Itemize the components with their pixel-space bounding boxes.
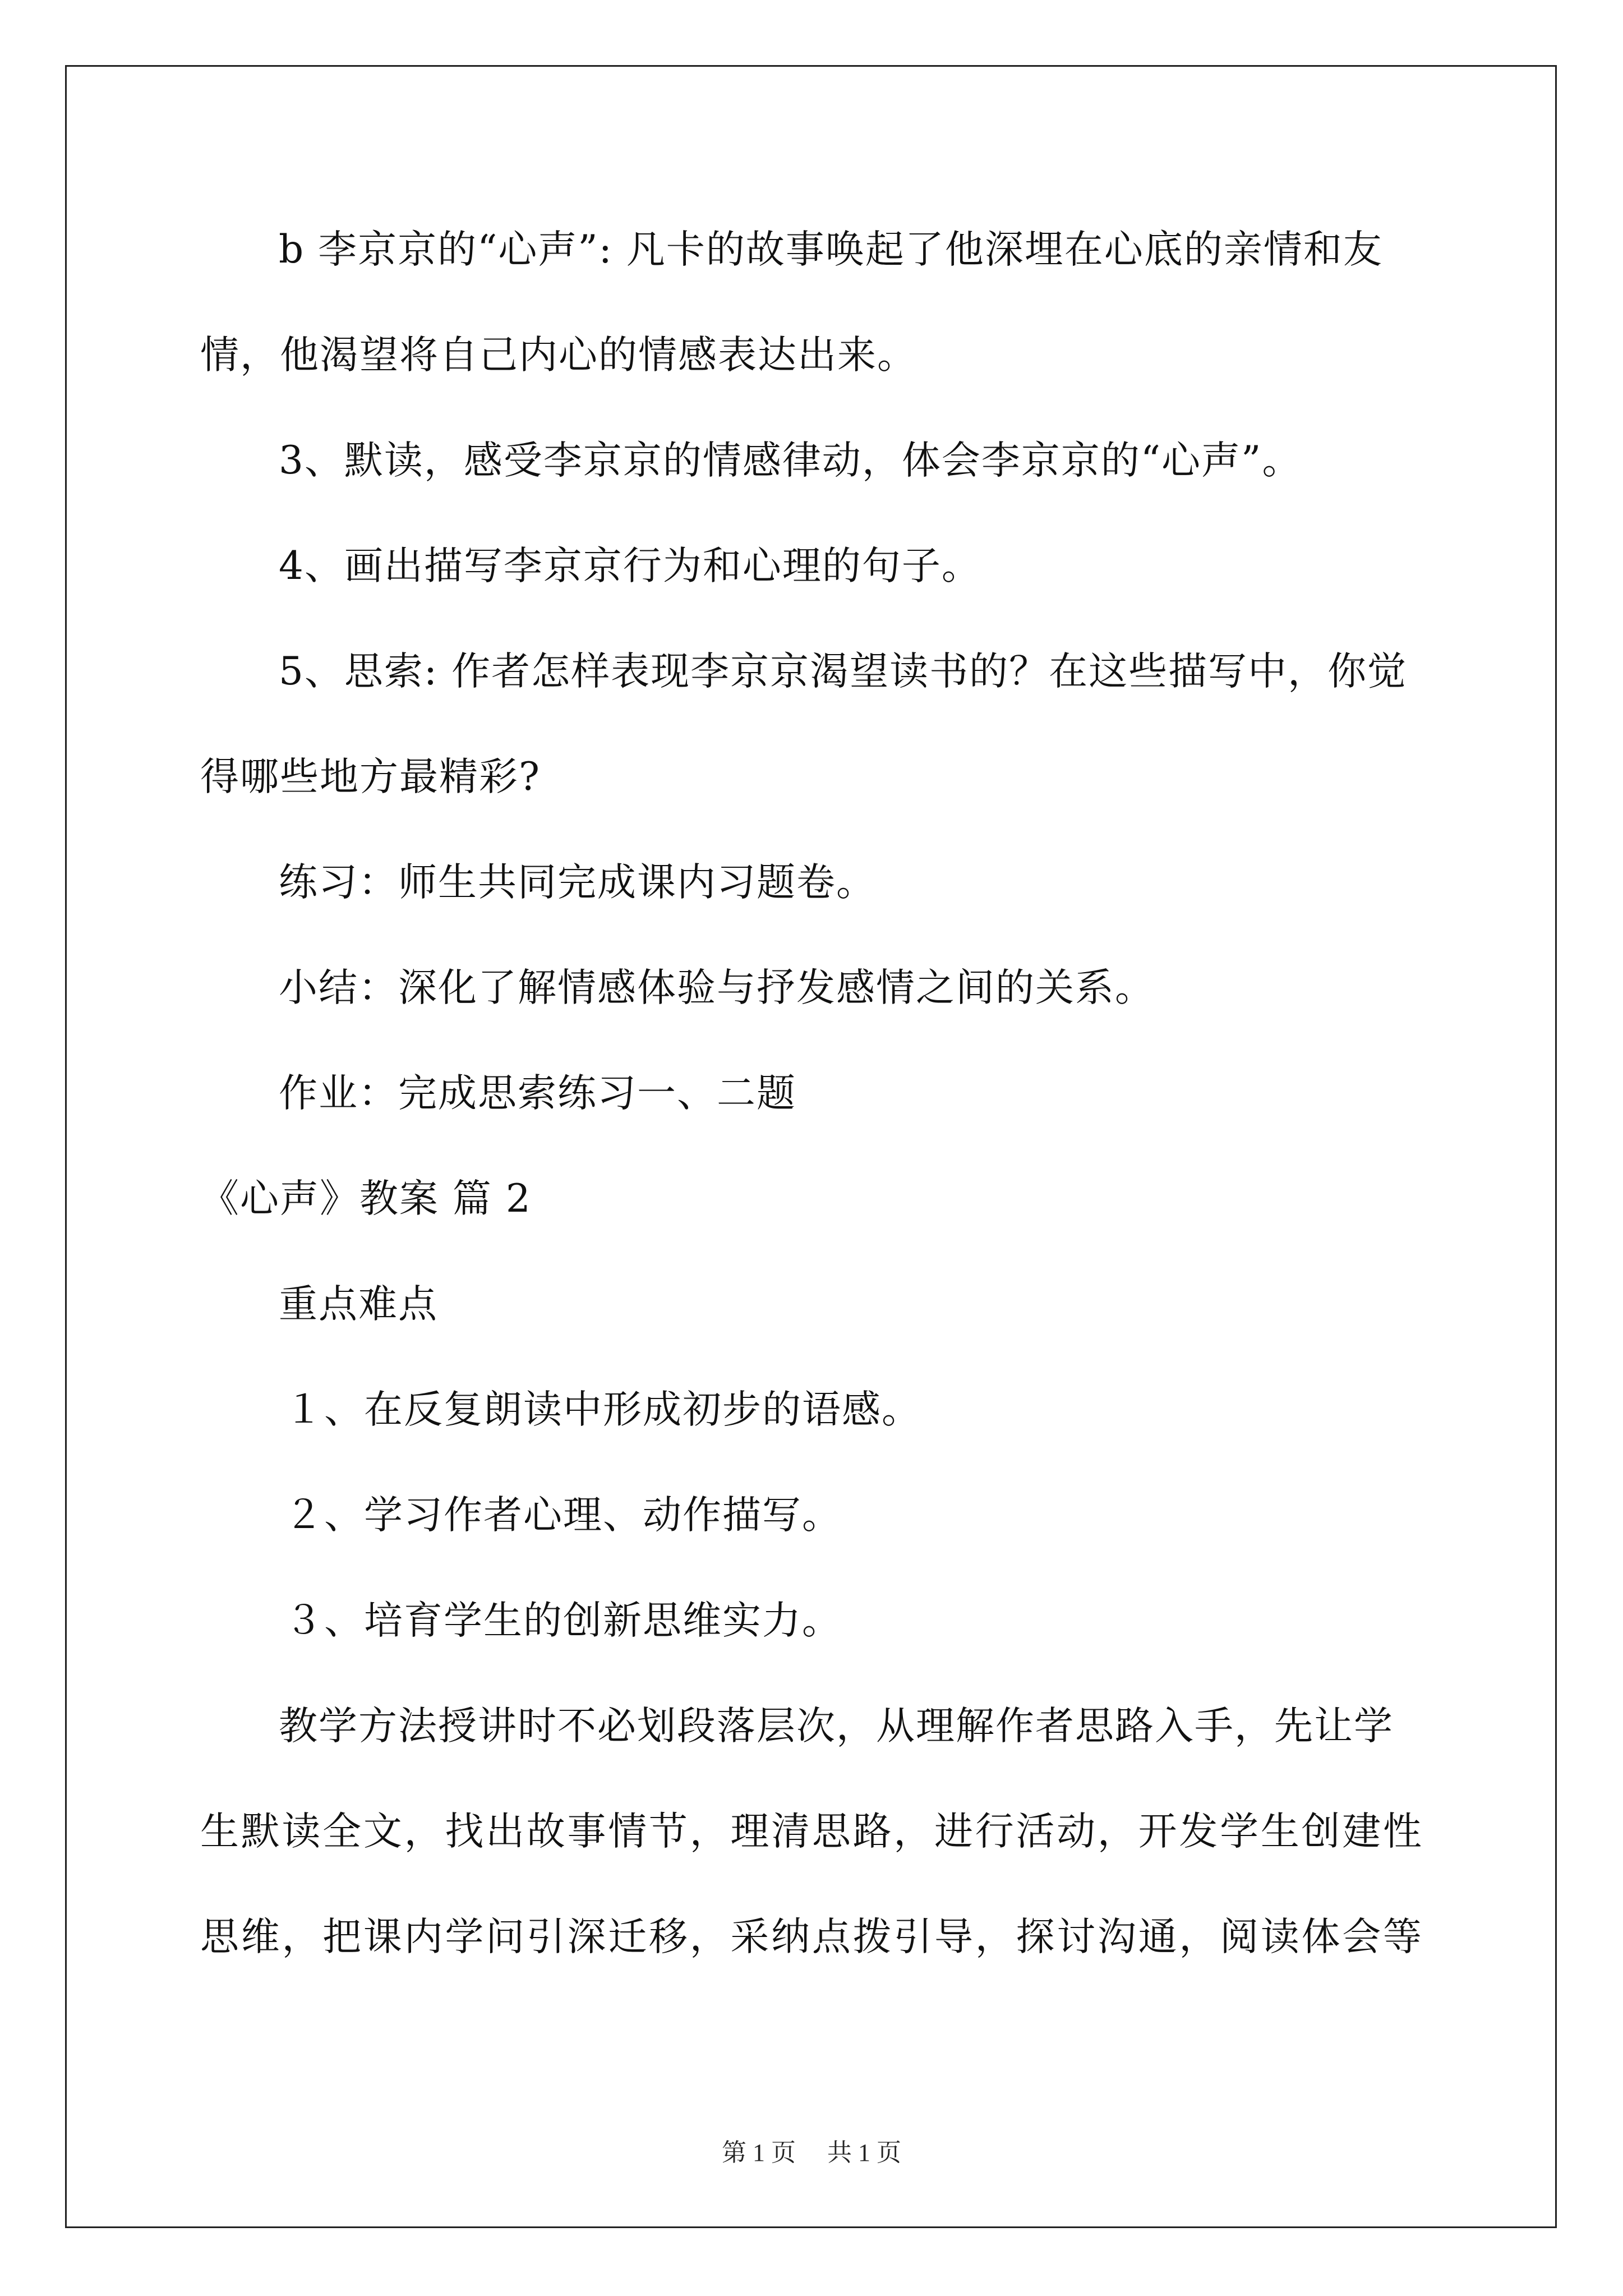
method-line-3: 思维，把课内学问引深迁移，采纳点拨引导，探讨沟通，阅读体会等 <box>200 1915 1423 1959</box>
page-number: 第 1 页 <box>722 2139 796 2166</box>
method-line-1: 教学方法授讲时不必划段落层次，从理解作者思路入手，先让学 <box>279 1704 1394 1749</box>
homework-line: 作业：完成思索练习一、二题 <box>279 1071 796 1116</box>
step-5-continuation: 得哪些地方最精彩? <box>200 754 541 799</box>
exercise-line: 练习：师生共同完成课内习题卷。 <box>279 860 876 905</box>
summary-line: 小结：深化了解情感体验与抒发感情之间的关系。 <box>279 965 1155 1010</box>
step-5-line: 5、思索: 作者怎样表现李京京渴望读书的？在这些描写中，你觉 <box>279 649 1408 694</box>
step-3-line: 3、默读，感受李京京的情感律动，体会李京京的“心声”。 <box>279 438 1302 483</box>
key-point-2: ２、学习作者心理、动作描写。 <box>284 1493 842 1538</box>
section-heading: 《心声》教案 篇 2 <box>200 1176 532 1221</box>
paragraph-line-2: 情，他渴望将自己内心的情感表达出来。 <box>200 333 917 378</box>
key-point-1: １、在反复朗读中形成初步的语感。 <box>284 1387 921 1432</box>
page-total: 共 1 页 <box>827 2139 901 2166</box>
page-border <box>65 65 1557 2228</box>
key-point-3: ３、培育学生的创新思维实力。 <box>284 1598 842 1643</box>
method-line-2: 生默读全文，找出故事情节，理清思路，进行活动，开发学生创建性 <box>200 1809 1423 1854</box>
paragraph-line-1: b 李京京的“心声”: 凡卡的故事唤起了他深埋在心底的亲情和友 <box>279 227 1383 272</box>
subheading-key-points: 重点难点 <box>279 1282 438 1327</box>
page-footer <box>0 2136 1623 2170</box>
step-4-line: 4、画出描写李京京行为和心理的句子。 <box>279 544 981 588</box>
